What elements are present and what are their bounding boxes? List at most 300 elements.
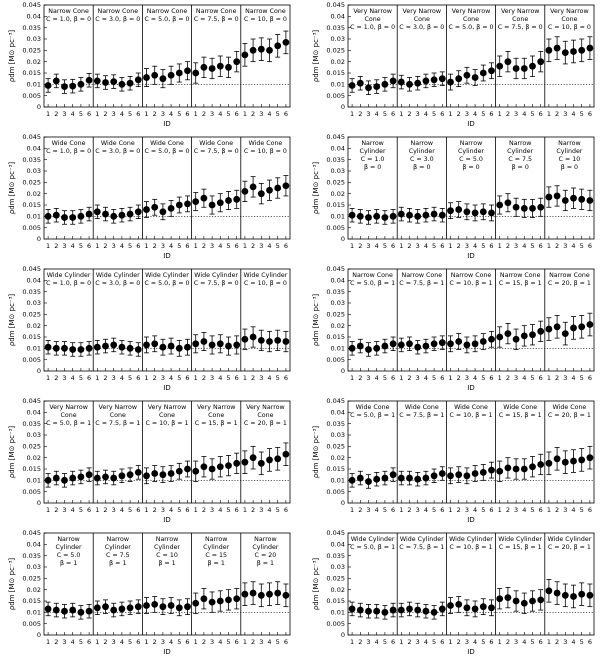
x-tick-label: 4 (70, 110, 75, 118)
data-point (69, 346, 76, 353)
y-tick-label: 0 (340, 631, 345, 640)
x-tick-label: 1 (448, 506, 453, 514)
y-tick-label: 0.01 (26, 476, 41, 485)
panel-label: Narrow (155, 536, 179, 543)
data-point (242, 51, 249, 58)
data-point (201, 463, 208, 470)
x-tick-label: 2 (358, 374, 363, 382)
x-tick-label: 1 (144, 506, 149, 514)
panel-label: Narrow (204, 536, 228, 543)
panel-label: Cylinder (408, 148, 435, 155)
panel-label: Narrow (459, 140, 483, 147)
x-tick-label: 6 (538, 242, 543, 250)
x-tick-label: 6 (87, 110, 92, 118)
x-tick-label: 2 (505, 242, 510, 250)
y-tick-label: 0.005 (326, 355, 345, 364)
panel-label: C = 3.0 (409, 156, 434, 163)
y-tick-label: 0.03 (330, 563, 345, 572)
data-point (201, 595, 208, 602)
data-point (45, 344, 52, 351)
data-point (250, 454, 257, 461)
data-point (151, 601, 158, 608)
data-point (266, 187, 273, 194)
data-point (587, 454, 594, 461)
x-tick-label: 6 (87, 374, 92, 382)
data-point (69, 475, 76, 482)
y-tick-label: 0.045 (22, 265, 41, 274)
panel-label: Narrow (361, 140, 384, 147)
x-tick-label: 2 (152, 242, 157, 250)
data-point (554, 45, 561, 52)
x-tick-label: 5 (481, 374, 486, 382)
x-tick-label: 6 (283, 242, 288, 250)
data-point (390, 340, 397, 347)
panel-label: C = 15 (205, 552, 228, 559)
data-point (480, 70, 487, 77)
panel-label: C = 3.0, β = 0 (95, 280, 141, 287)
x-tick-label: 1 (242, 506, 247, 514)
panel-label: Cylinder (359, 148, 386, 155)
data-point (250, 334, 257, 341)
data-point (587, 321, 594, 328)
x-tick-label: 6 (234, 374, 239, 382)
x-tick-label: 5 (382, 242, 387, 250)
x-tick-label: 1 (546, 374, 551, 382)
x-tick-label: 5 (177, 110, 182, 118)
x-tick-label: 4 (169, 506, 174, 514)
data-point (209, 342, 216, 349)
x-tick-label: 5 (481, 242, 486, 250)
data-point (86, 345, 93, 352)
data-point (414, 213, 421, 220)
data-point (464, 604, 471, 611)
y-axis-label: ρdm [M⊙ pc⁻³] (8, 425, 16, 479)
y-tick-label: 0.02 (330, 321, 345, 330)
x-tick-label: 1 (193, 638, 198, 646)
x-tick-label: 2 (201, 374, 206, 382)
x-tick-label: 6 (489, 110, 494, 118)
x-tick-label: 5 (275, 110, 280, 118)
panel-label: C = 10 (558, 156, 581, 163)
data-point (472, 470, 479, 477)
x-tick-label: 6 (136, 374, 141, 382)
data-point (513, 65, 520, 72)
x-tick-label: 3 (563, 110, 568, 118)
y-tick-label: 0 (36, 235, 41, 244)
panel-label: Wide Cylinder (46, 272, 91, 279)
x-tick-label: 3 (210, 374, 215, 382)
panel-label: Very Narrow (147, 404, 187, 411)
data-point (242, 459, 249, 466)
data-point (225, 197, 232, 204)
x-tick-label: 3 (62, 638, 67, 646)
y-tick-label: 0.03 (26, 563, 41, 572)
data-point (423, 212, 430, 219)
data-point (192, 198, 199, 205)
x-tick-label: 5 (78, 506, 83, 514)
x-tick-label: 4 (218, 374, 223, 382)
y-tick-label: 0.005 (326, 223, 345, 232)
x-tick-label: 4 (571, 506, 576, 514)
panel-label: β = 0 (511, 164, 529, 171)
data-point (250, 590, 257, 597)
x-tick-label: 6 (234, 638, 239, 646)
data-point (119, 212, 126, 219)
y-tick-label: 0.03 (26, 167, 41, 176)
data-point (78, 474, 85, 481)
data-point (209, 202, 216, 209)
y-tick-label: 0.035 (326, 23, 345, 32)
x-tick-label: 1 (95, 506, 100, 514)
data-point (423, 608, 430, 615)
data-point (69, 607, 76, 614)
data-point (168, 602, 175, 609)
x-tick-label: 5 (432, 638, 437, 646)
y-tick-label: 0.035 (326, 155, 345, 164)
data-point (554, 193, 561, 200)
data-point (160, 603, 167, 610)
x-tick-label: 3 (259, 638, 264, 646)
x-tick-label: 4 (374, 110, 379, 118)
x-tick-label: 4 (374, 506, 379, 514)
data-point (53, 78, 60, 85)
panel-label: Narrow Cone (401, 272, 443, 279)
data-point (266, 591, 273, 598)
data-point (587, 197, 594, 204)
panel-label: Cylinder (507, 148, 534, 155)
x-tick-label: 4 (70, 374, 75, 382)
panel-label: C = 7.5, β = 0 (193, 16, 239, 23)
data-point (110, 213, 117, 220)
y-tick-label: 0.02 (26, 585, 41, 594)
y-tick-label: 0.025 (22, 46, 41, 55)
data-point (151, 340, 158, 347)
data-point (546, 587, 553, 594)
data-point (472, 74, 479, 81)
data-point (570, 458, 577, 465)
panel-label: C = 7.5, β = 1 (399, 412, 445, 419)
panel-label: C = 15, β = 1 (498, 412, 542, 419)
data-point (447, 472, 454, 479)
x-tick-label: 4 (473, 638, 478, 646)
data-point (357, 343, 364, 350)
x-tick-label: 2 (407, 110, 412, 118)
x-tick-label: 4 (473, 374, 478, 382)
data-point (143, 342, 150, 349)
x-tick-label: 4 (169, 110, 174, 118)
data-point (464, 472, 471, 479)
y-tick-label: 0.01 (330, 344, 345, 353)
x-tick-label: 6 (440, 638, 445, 646)
data-point (357, 475, 364, 482)
data-point (480, 338, 487, 345)
plot-group-r2-c1 (312, 265, 594, 392)
x-tick-label: 5 (78, 638, 83, 646)
data-point (94, 208, 101, 215)
x-tick-label: 5 (382, 110, 387, 118)
x-tick-label: 4 (119, 638, 124, 646)
x-tick-label: 3 (366, 242, 371, 250)
data-point (496, 468, 503, 475)
x-tick-label: 3 (514, 506, 519, 514)
data-point (406, 606, 413, 613)
x-tick-label: 2 (103, 242, 108, 250)
data-point (513, 204, 520, 211)
panel-label: C = 20 (254, 552, 277, 559)
data-point (233, 196, 240, 203)
x-tick-label: 6 (283, 110, 288, 118)
data-point (61, 608, 68, 615)
x-tick-label: 4 (218, 242, 223, 250)
y-tick-label: 0.02 (330, 189, 345, 198)
data-point (414, 344, 421, 351)
x-tick-label: 3 (514, 374, 519, 382)
data-point (135, 346, 142, 353)
data-point (529, 331, 536, 338)
data-point (69, 83, 76, 90)
x-tick-label: 4 (374, 374, 379, 382)
y-tick-label: 0.025 (22, 178, 41, 187)
y-axis-label: ρdm [M⊙ pc⁻³] (8, 161, 16, 215)
panel-label: Wide Cone (248, 140, 283, 147)
data-point (365, 84, 372, 91)
panel-label: Wide Cone (404, 404, 439, 411)
panel-label: β = 0 (363, 164, 382, 171)
data-point (119, 81, 126, 88)
data-point (562, 592, 569, 599)
panel-label: Wide Cylinder (145, 272, 189, 279)
panel-label: Wide Cylinder (547, 536, 592, 543)
data-point (570, 195, 577, 202)
x-tick-label: 3 (514, 638, 519, 646)
data-point (439, 606, 446, 613)
x-tick-label: 6 (391, 110, 396, 118)
data-point (86, 471, 93, 478)
data-point (349, 212, 356, 219)
data-point (217, 340, 224, 347)
data-point (258, 592, 265, 599)
panel-label: Narrow (106, 536, 130, 543)
data-point (102, 603, 109, 610)
panel-label: Cone (109, 412, 126, 419)
data-point (382, 81, 389, 88)
data-point (151, 72, 158, 79)
panel-label: C = 10, β = 0 (243, 148, 287, 155)
y-tick-label: 0.01 (330, 80, 345, 89)
x-tick-label: 1 (193, 110, 198, 118)
y-tick-label: 0.015 (22, 201, 41, 210)
y-tick-label: 0.02 (26, 321, 41, 330)
data-point (258, 190, 265, 197)
panel-label: Cone (257, 412, 274, 419)
data-point (365, 608, 372, 615)
data-point (127, 211, 134, 218)
data-point (61, 214, 68, 221)
y-tick-label: 0.045 (326, 397, 345, 406)
panel-label: C = 5.0, β = 1 (350, 544, 396, 551)
y-tick-label: 0.03 (26, 35, 41, 44)
data-point (45, 606, 52, 613)
data-point (242, 591, 249, 598)
y-tick-label: 0.03 (26, 431, 41, 440)
data-point (53, 607, 60, 614)
data-point (78, 81, 85, 88)
x-tick-label: 1 (144, 638, 149, 646)
x-axis-label: ID (467, 384, 475, 392)
data-point (496, 334, 503, 341)
data-point (283, 451, 290, 458)
y-tick-label: 0.005 (22, 355, 41, 364)
data-point (102, 211, 109, 218)
panel-label: C = 20, β = 1 (547, 544, 591, 551)
y-axis-label: ρdm [M⊙ pc⁻³] (8, 293, 16, 347)
panel-label: Very Narrow (196, 404, 236, 411)
data-point (168, 470, 175, 477)
panel-label: β = 1 (109, 560, 127, 567)
x-axis-label: ID (467, 648, 475, 656)
data-point (546, 326, 553, 333)
data-point (554, 323, 561, 330)
x-tick-label: 1 (95, 374, 100, 382)
data-point (431, 211, 438, 218)
data-point (373, 213, 380, 220)
y-tick-label: 0.005 (326, 619, 345, 628)
panel-label: Narrow Cone (245, 8, 286, 15)
panel-label: C = 7.5 (508, 156, 533, 163)
x-tick-label: 4 (571, 374, 576, 382)
data-point (546, 194, 553, 201)
x-tick-label: 1 (399, 506, 404, 514)
x-tick-label: 2 (407, 638, 412, 646)
x-tick-label: 5 (382, 374, 387, 382)
panel-label: Wide Cone (552, 404, 587, 411)
data-point (94, 344, 101, 351)
x-tick-label: 2 (555, 638, 560, 646)
data-point (398, 79, 405, 86)
y-tick-label: 0.025 (22, 442, 41, 451)
x-tick-label: 4 (70, 506, 75, 514)
x-tick-label: 3 (160, 242, 165, 250)
panel-label: Narrow Cone (146, 8, 188, 15)
x-tick-label: 1 (193, 374, 198, 382)
panel-label: C = 5.0, β = 0 (144, 280, 190, 287)
panel-label: Cylinder (457, 148, 485, 155)
y-tick-label: 0 (340, 367, 345, 376)
panel-label: Cylinder (153, 544, 181, 551)
x-tick-label: 1 (399, 374, 404, 382)
panel-label: C = 1.0, β = 0 (46, 148, 92, 155)
data-point (217, 463, 224, 470)
data-point (562, 459, 569, 466)
y-tick-label: 0.045 (326, 529, 345, 538)
x-tick-label: 1 (448, 638, 453, 646)
data-point (365, 478, 372, 485)
data-point (414, 607, 421, 614)
data-point (496, 63, 503, 70)
x-tick-label: 2 (251, 374, 256, 382)
x-tick-label: 6 (489, 506, 494, 514)
data-point (233, 342, 240, 349)
panel-label: Wide Cone (51, 140, 86, 147)
x-tick-label: 2 (555, 110, 560, 118)
x-tick-label: 6 (185, 374, 190, 382)
data-point (127, 345, 134, 352)
panel-label: Cylinder (252, 544, 279, 551)
data-point (587, 592, 594, 599)
x-tick-label: 3 (464, 506, 469, 514)
panel-label: C = 5.0, β = 0 (448, 24, 494, 31)
panel-label: Narrow Cone (450, 272, 492, 279)
x-tick-label: 6 (391, 374, 396, 382)
data-point (570, 325, 577, 332)
data-point (110, 607, 117, 614)
panel-label: C = 10, β = 1 (145, 420, 189, 427)
data-point (176, 70, 183, 77)
data-point (61, 477, 68, 484)
data-point (143, 206, 150, 213)
panel-label: Cylinder (104, 544, 131, 551)
x-tick-label: 1 (497, 110, 502, 118)
x-tick-label: 6 (234, 506, 239, 514)
panel-label: C = 5.0, β = 1 (350, 280, 396, 287)
x-tick-label: 2 (358, 242, 363, 250)
panel-label: Very Narrow (246, 404, 285, 411)
x-tick-label: 6 (440, 242, 445, 250)
data-point (398, 607, 405, 614)
data-point (45, 213, 52, 220)
panel-label: Wide Cylinder (95, 272, 140, 279)
x-tick-label: 3 (62, 242, 67, 250)
panel-label: Narrow (410, 140, 434, 147)
data-point (61, 83, 68, 90)
x-tick-label: 3 (111, 506, 116, 514)
x-tick-label: 5 (275, 374, 280, 382)
data-point (53, 212, 60, 219)
data-point (53, 475, 60, 482)
x-tick-label: 4 (473, 110, 478, 118)
data-point (209, 599, 216, 606)
y-tick-label: 0.045 (326, 265, 345, 274)
data-point (160, 344, 167, 351)
x-tick-label: 6 (87, 506, 92, 514)
x-tick-label: 2 (54, 638, 59, 646)
panel-label: C = 20, β = 1 (547, 280, 591, 287)
x-tick-label: 6 (87, 242, 92, 250)
data-point (423, 78, 430, 85)
panel-label: Cone (512, 16, 529, 23)
x-tick-label: 5 (432, 374, 437, 382)
panel-label: Narrow Cone (499, 272, 541, 279)
panel-label: Cone (561, 16, 578, 23)
x-tick-label: 3 (563, 374, 568, 382)
x-tick-label: 1 (193, 506, 198, 514)
data-point (274, 42, 281, 49)
data-point (78, 213, 85, 220)
data-point (225, 596, 232, 603)
data-point (431, 76, 438, 83)
y-tick-label: 0.005 (326, 487, 345, 496)
data-point (176, 468, 183, 475)
x-tick-label: 1 (399, 110, 404, 118)
x-tick-label: 2 (152, 506, 157, 514)
x-tick-label: 1 (242, 374, 247, 382)
x-tick-label: 4 (423, 374, 428, 382)
panel-label: C = 20, β = 1 (243, 420, 287, 427)
x-tick-label: 3 (111, 638, 116, 646)
data-point (455, 338, 462, 345)
panel-label: Wide Cylinder (350, 536, 395, 543)
y-tick-label: 0.035 (326, 287, 345, 296)
